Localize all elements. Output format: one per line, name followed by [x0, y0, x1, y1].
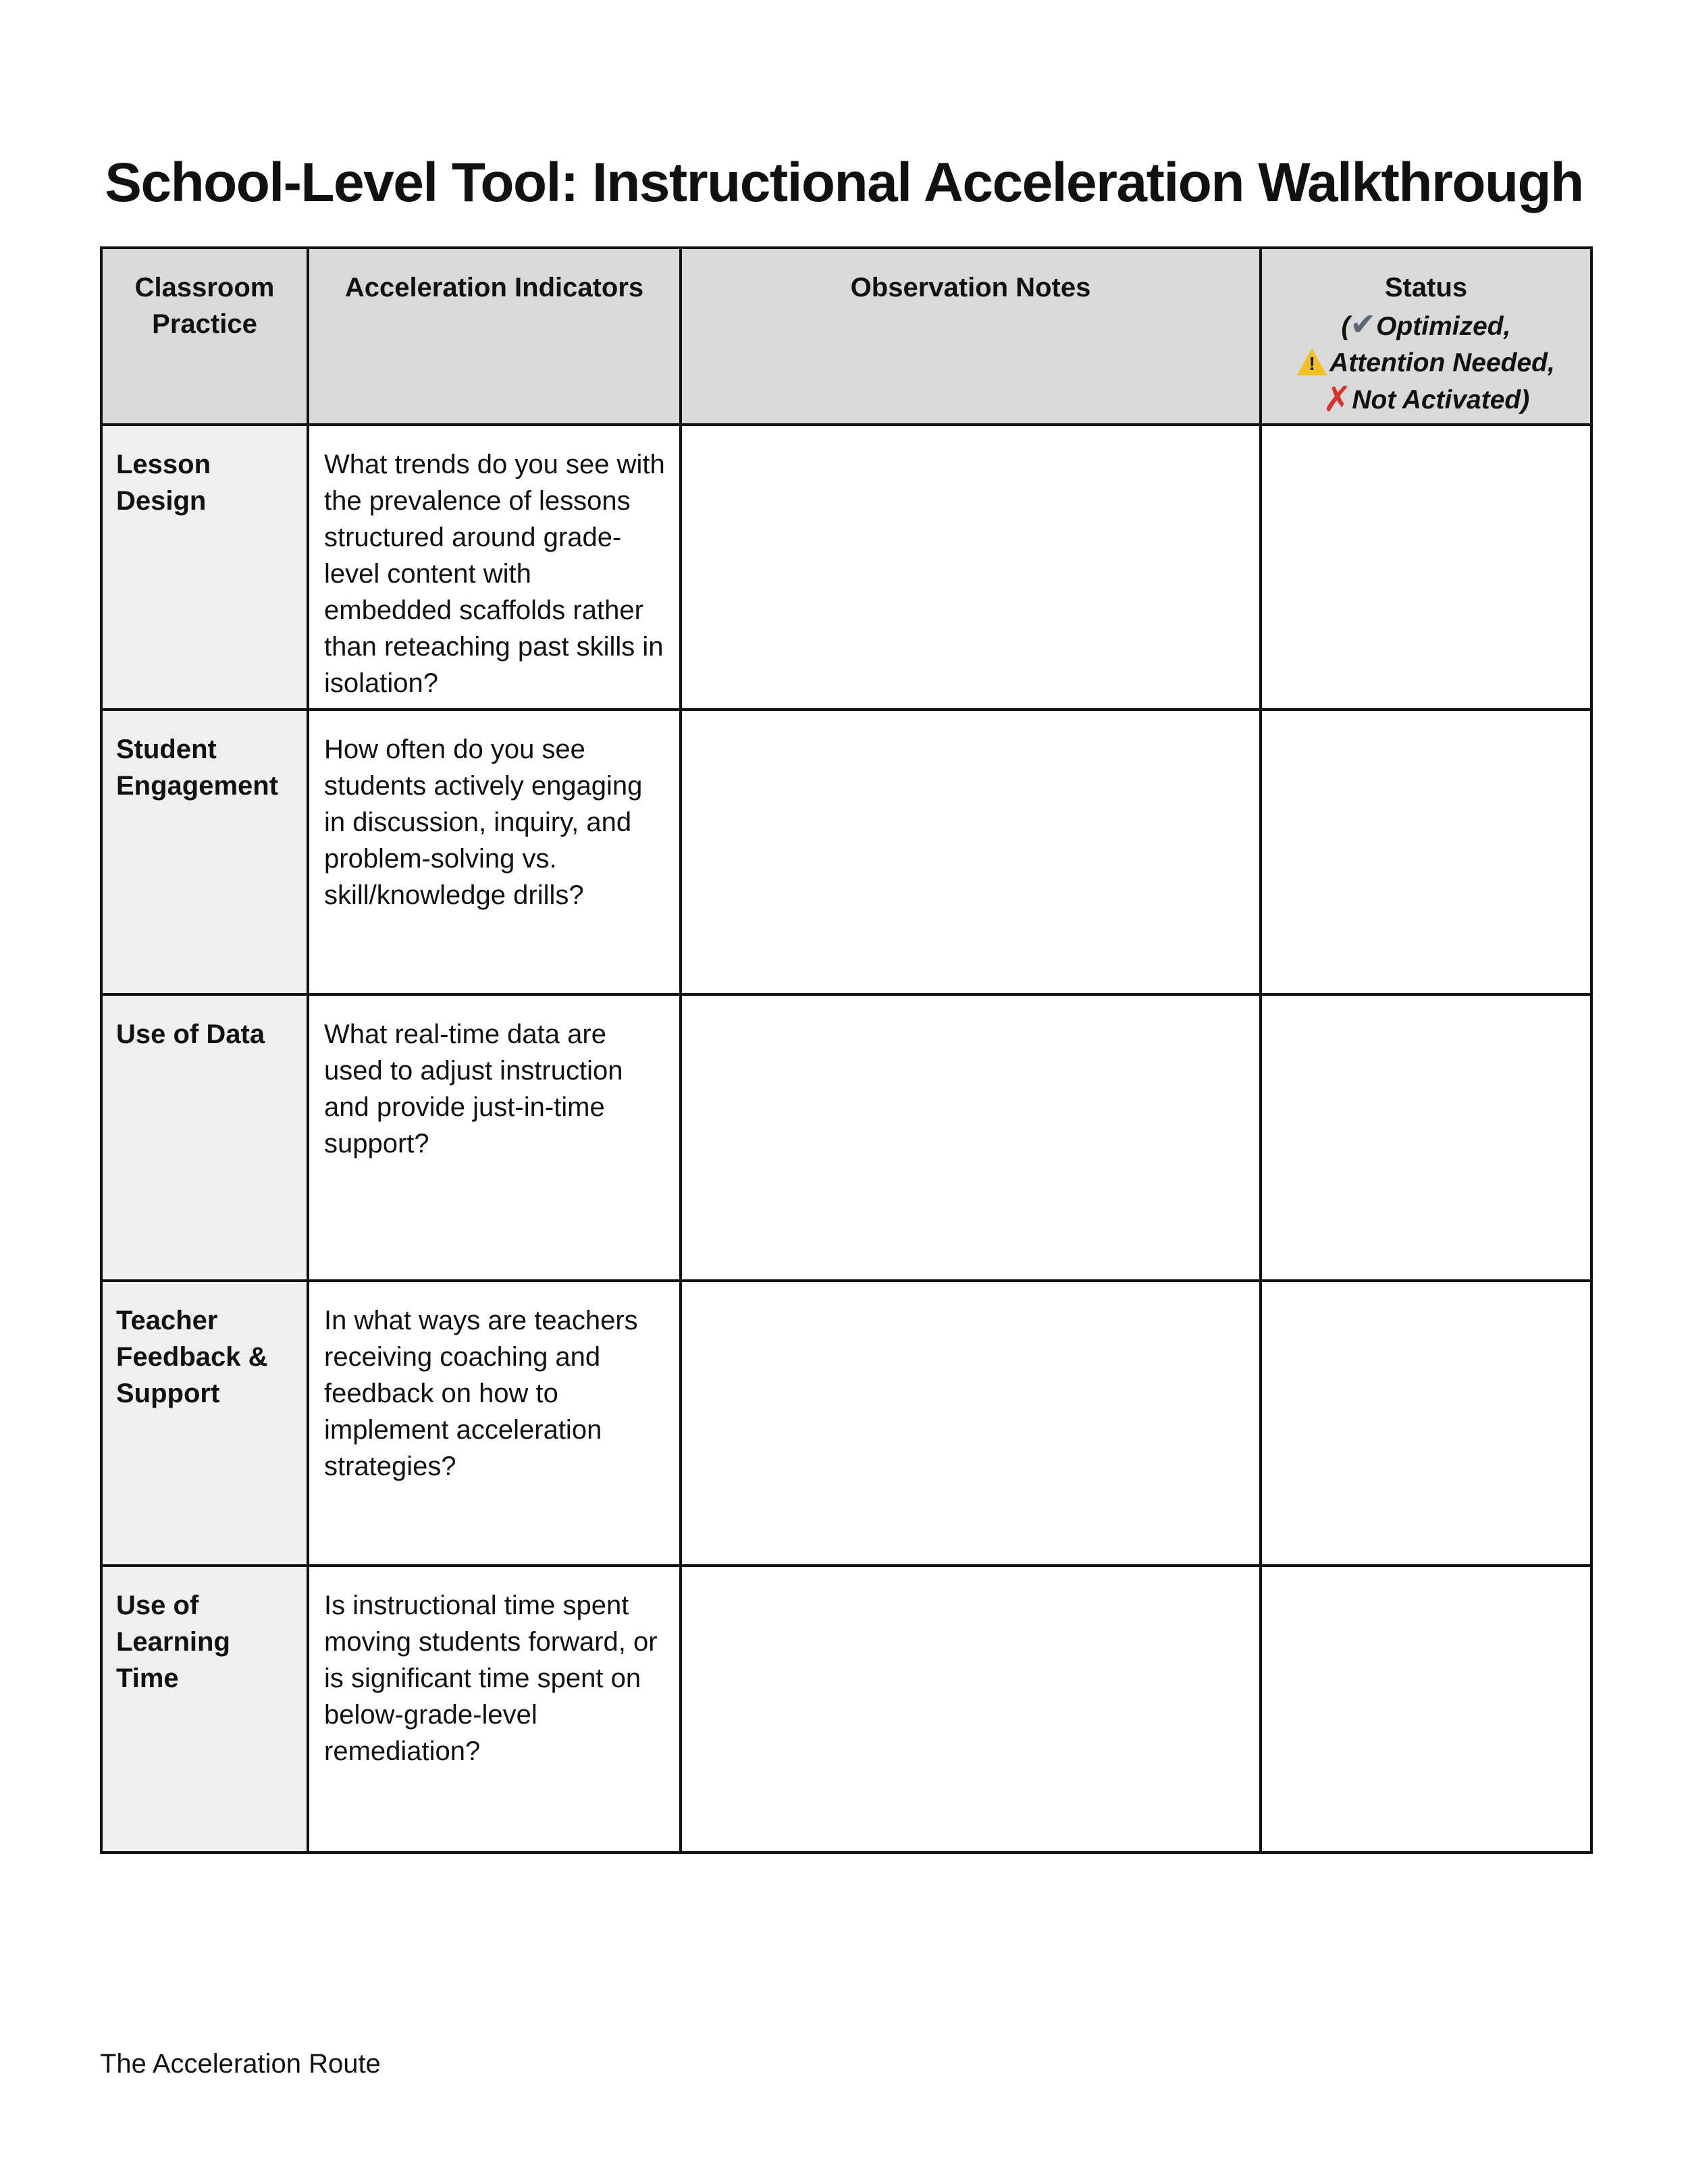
- indicator-cell: How often do you see students actively engaging in discussion, inquiry, and problem-solving vs. skill/knowledge drills?: [308, 710, 681, 994]
- indicator-cell: What trends do you see with the prevalence of lessons structured around grade-level content with embedded scaffolds rather than reteaching past skills in isolation?: [308, 425, 681, 710]
- status-key-optimized: [1262, 306, 1590, 345]
- practice-cell: Use of Data: [101, 994, 308, 1281]
- status-attention-label: Attention Needed,: [1329, 348, 1555, 377]
- status-key: [1262, 306, 1590, 419]
- observation-notes-cell[interactable]: [681, 710, 1261, 994]
- header-status-label: Status: [1384, 273, 1468, 302]
- indicator-cell: In what ways are teachers receiving coaching and feedback on how to implement acceleration strategies?: [308, 1281, 681, 1566]
- status-key-attention: [1262, 345, 1590, 381]
- table-row: [101, 994, 1591, 1281]
- footer-text: The Acceleration Route: [100, 2049, 381, 2079]
- status-cell[interactable]: [1261, 1566, 1591, 1853]
- status-key-not-activated: [1262, 381, 1590, 419]
- table-row: [101, 425, 1591, 710]
- status-key-open-paren: (: [1341, 312, 1350, 341]
- header-observation-notes: [681, 248, 1261, 425]
- header-acceleration-indicators-label: Acceleration Indicators: [344, 273, 644, 302]
- walkthrough-table: [100, 246, 1593, 1854]
- header-classroom-practice-label: Classroom Practice: [134, 273, 275, 339]
- status-cell[interactable]: [1261, 994, 1591, 1281]
- observation-notes-cell[interactable]: [681, 1281, 1261, 1566]
- status-cell[interactable]: [1261, 710, 1591, 994]
- header-classroom-practice: [101, 248, 308, 425]
- observation-notes-cell[interactable]: [681, 1566, 1261, 1853]
- status-cell[interactable]: [1261, 1281, 1591, 1566]
- observation-notes-cell[interactable]: [681, 994, 1261, 1281]
- warning-icon: !: [1297, 348, 1327, 375]
- status-not-activated-label: Not Activated): [1352, 385, 1530, 415]
- table-row: [101, 1566, 1591, 1853]
- header-acceleration-indicators: [308, 248, 681, 425]
- indicator-cell: Is instructional time spent moving students forward, or is significant time spent on below-grade-level remediation?: [308, 1566, 681, 1853]
- cross-mark-icon: ✗: [1322, 380, 1352, 419]
- table-header-row: [101, 248, 1591, 425]
- table-row: [101, 1281, 1591, 1566]
- practice-cell: Use of Learning Time: [101, 1566, 308, 1853]
- check-mark-icon: ✔: [1350, 307, 1377, 342]
- page-title: School-Level Tool: Instructional Acceleration Walkthrough: [105, 152, 1583, 213]
- table-row: [101, 710, 1591, 994]
- header-observation-notes-label: Observation Notes: [850, 273, 1091, 302]
- header-status: [1261, 248, 1591, 425]
- observation-notes-cell[interactable]: [681, 425, 1261, 710]
- status-cell[interactable]: [1261, 425, 1591, 710]
- indicator-cell: What real-time data are used to adjust instruction and provide just-in-time support?: [308, 994, 681, 1281]
- practice-cell: Teacher Feedback & Support: [101, 1281, 308, 1566]
- status-optimized-label: Optimized,: [1376, 312, 1511, 341]
- practice-cell: Student Engagement: [101, 710, 308, 994]
- practice-cell: Lesson Design: [101, 425, 308, 710]
